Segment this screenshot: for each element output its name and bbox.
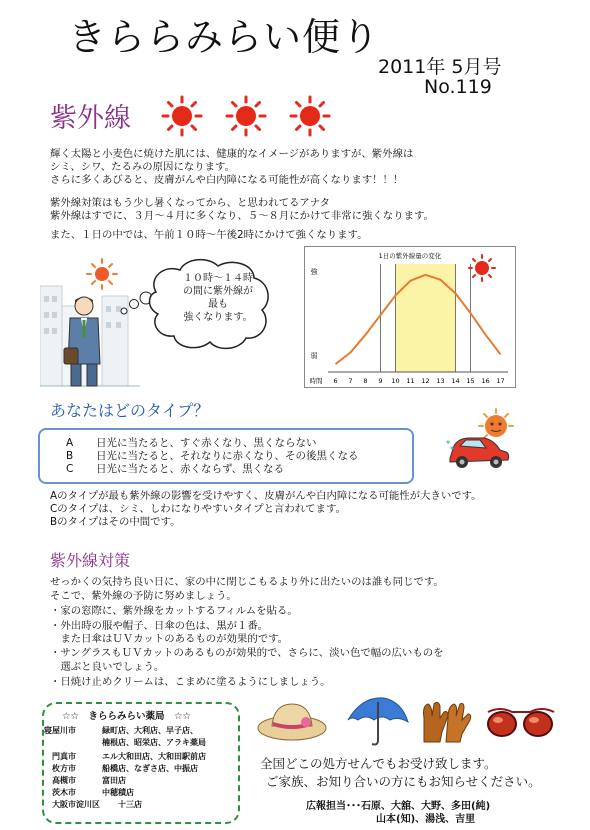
chart-title: 1日の紫外線量の変化 bbox=[378, 252, 442, 260]
measures-line: ・日焼け止めクリームは、こまめに塗るようにしましょう。 bbox=[50, 676, 331, 688]
pharmacy-list-box bbox=[42, 702, 240, 824]
sun-icon bbox=[291, 97, 329, 135]
bubble-text bbox=[168, 272, 268, 324]
gloves-icon bbox=[424, 702, 471, 742]
measures-line: ・家の窓際に、紫外線をカットするフィルムを貼る。 bbox=[50, 605, 298, 617]
y-label-strong: 強 bbox=[310, 268, 318, 276]
type-letter: A bbox=[66, 437, 74, 449]
type-row-c bbox=[66, 461, 284, 476]
types-note: Aのタイプが最も紫外線の影響を受けやすく、皮膚がんや白内障になる可能性が大きいです。 bbox=[50, 490, 482, 502]
uv-intro-line: 紫外線対策はもう少し暑くなってから、と思われてるアナタ bbox=[50, 197, 331, 209]
x-tick-label: 13 bbox=[436, 377, 445, 385]
measures-line: ・外出時の服や帽子、日傘の色は、黒が１番。 bbox=[50, 620, 269, 632]
pharmacy-row bbox=[52, 787, 134, 798]
pharmacy-city: 門真市 bbox=[52, 752, 76, 761]
pharmacy-row bbox=[52, 751, 206, 762]
pharmacy-stores: 船橋店、なぎさ店、中振店 bbox=[102, 764, 198, 773]
x-tick-label: 8 bbox=[363, 377, 368, 385]
pharmacy-stores: 富田店 bbox=[102, 776, 126, 785]
uv-intro-line: また、１日の中では、午前１０時～午後2時にかけて強くなります。 bbox=[50, 229, 368, 241]
pharmacy-stores: 十三店 bbox=[118, 800, 142, 809]
x-axis-label: 時間 bbox=[309, 377, 323, 385]
uv-intro-line: 輝く太陽と小麦色に焼けた肌には、健康的なイメージがありますが、紫外線は bbox=[50, 148, 414, 160]
x-tick-label: 17 bbox=[496, 377, 505, 385]
measures-line: ・サングラスもＵＶカットのあるものが効果的で、さらに、淡い色で幅の広いものを bbox=[50, 647, 444, 659]
pharmacy-city: 大阪市淀川区 bbox=[52, 800, 100, 809]
measures-line: また日傘はＵＶカットのあるものが効果的です。 bbox=[50, 633, 289, 645]
x-tick-label: 12 bbox=[421, 377, 430, 385]
x-tick-label: 14 bbox=[451, 377, 460, 385]
pharmacy-city: 枚方市 bbox=[52, 764, 76, 773]
bubble-line: 強くなります。 bbox=[183, 312, 253, 323]
measures-line: せっかくの気持ち良い日に、家の中に閉じこもるより外に出たいのは誰も同じです。 bbox=[50, 576, 444, 588]
type-letter: B bbox=[66, 450, 74, 462]
x-tick-label: 15 bbox=[466, 377, 475, 385]
bubble-line: １０時～１４時 bbox=[183, 273, 253, 284]
x-tick-label: 6 bbox=[333, 377, 338, 385]
pharmacy-city: 茨木市 bbox=[52, 788, 76, 797]
pharmacy-row bbox=[44, 725, 198, 736]
type-text: 日光に当たると、赤くならず、黒くなる bbox=[96, 463, 285, 475]
sun-icon bbox=[87, 259, 117, 289]
types-note: Bのタイプはその中間です。 bbox=[50, 516, 181, 528]
x-tick-label: 10 bbox=[391, 377, 400, 385]
types-note: Cのタイプは、シミ、しわになりやすいタイプと言われてます。 bbox=[50, 503, 346, 515]
umbrella-icon bbox=[348, 698, 408, 745]
pharmacy-city: 寝屋川市 bbox=[44, 726, 76, 735]
y-label-weak: 弱 bbox=[310, 352, 318, 360]
uv-heading: 紫外線 bbox=[50, 103, 131, 134]
issue-number: No.119 bbox=[424, 76, 492, 98]
uv-daily-chart bbox=[304, 246, 516, 388]
issue-date: 2011年 5月号 bbox=[378, 56, 502, 78]
x-tick-label: 7 bbox=[348, 377, 353, 385]
types-heading: あなたはどのタイプ？ bbox=[50, 401, 210, 420]
sun-icons bbox=[160, 94, 360, 138]
measures-line: 選ぶと良いでしょう。 bbox=[50, 661, 165, 673]
measures-heading: 紫外線対策 bbox=[50, 551, 131, 570]
uv-items-illustration bbox=[256, 692, 556, 748]
pharmacy-row bbox=[52, 763, 198, 774]
bubble-line: 最も bbox=[208, 299, 228, 310]
sun-icon bbox=[479, 409, 513, 438]
type-text: 日光に当たると、すぐ赤くなり、黒くならない bbox=[96, 437, 317, 449]
pharmacy-row bbox=[52, 799, 142, 810]
sun-icon bbox=[469, 255, 495, 281]
newsletter-title: きららみらい便り bbox=[68, 15, 381, 59]
chart-highlight-band bbox=[396, 264, 456, 372]
sun-icon bbox=[163, 97, 201, 135]
bubble-line: の間に紫外線が bbox=[183, 286, 253, 297]
car-sun-illustration bbox=[444, 408, 524, 472]
sun-hat-icon bbox=[258, 704, 326, 740]
type-text: 日光に当たると、それなりに赤くなり、その後黒くなる bbox=[96, 450, 359, 462]
closing-line: ご家族、お知り合いの方にもお知らせください。 bbox=[266, 774, 541, 789]
closing-line: 全国どこの処方せんでもお受け致します。 bbox=[260, 756, 497, 771]
types-box bbox=[38, 428, 414, 484]
sunglasses-icon bbox=[488, 709, 554, 736]
staff-line: 山本(知)、湯浅、吉里 bbox=[376, 814, 476, 825]
pharmacy-stores: エル大和田店、大和田駅前店 bbox=[102, 752, 206, 761]
x-tick-label: 16 bbox=[481, 377, 490, 385]
x-tick-label: 11 bbox=[406, 377, 415, 385]
pharmacy-stores: 中穂積店 bbox=[102, 788, 134, 797]
pharmacy-stores: 楠根店、昭栄店、アラキ薬局 bbox=[102, 738, 206, 747]
pharmacy-stores: 緑町店、大利店、早子店、 bbox=[102, 726, 198, 735]
pharmacy-title: ☆☆ きららみらい薬局 ☆☆ bbox=[62, 711, 192, 722]
uv-intro-line: シミ、シワ、たるみの原因になります。 bbox=[50, 161, 235, 173]
pharmacy-city: 高槻市 bbox=[52, 776, 76, 785]
staff-line: 広報担当･･･石原、大舘、大野、多田(純) bbox=[306, 801, 491, 812]
sun-icon bbox=[227, 97, 265, 135]
uv-intro-line: 紫外線はすでに、３月～４月に多くなり、５～８月にかけて非常に強くなります。 bbox=[50, 210, 434, 222]
pharmacy-row bbox=[52, 775, 126, 786]
uv-intro-line: さらに多くあびると、皮膚がんや白内障になる可能性が高くなります！！！ bbox=[50, 174, 404, 186]
x-tick-label: 9 bbox=[378, 377, 383, 385]
pharmacy-row bbox=[44, 737, 206, 748]
type-letter: C bbox=[66, 463, 74, 475]
measures-line: そこで、紫外線の予防に努めましょう。 bbox=[50, 590, 237, 602]
